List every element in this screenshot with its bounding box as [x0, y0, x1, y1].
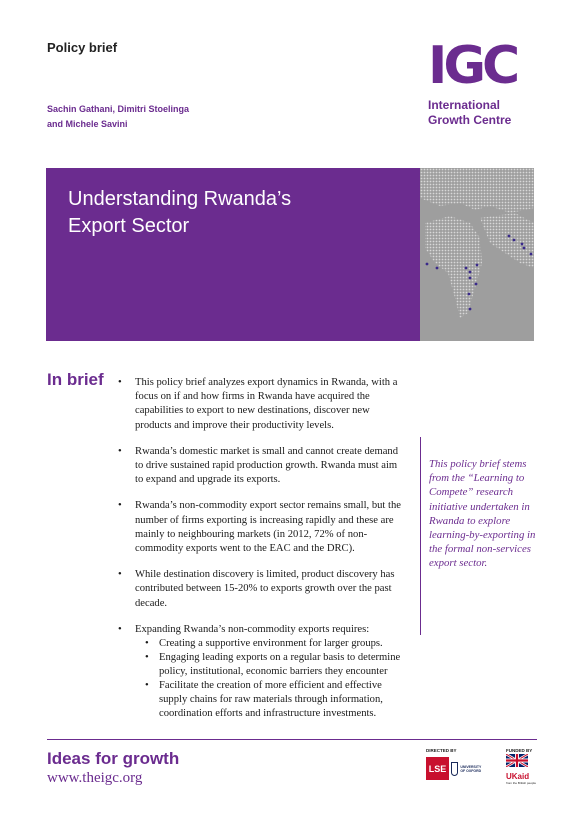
logo-name-line-1: International [428, 98, 501, 112]
document-title: Understanding Rwanda’s Export Sector [68, 188, 292, 237]
footer-divider [47, 739, 537, 740]
ukaid-logo [506, 754, 536, 785]
banner-title-block [46, 168, 420, 341]
sidebar-text: This policy brief stems from the “Learning to Compete” research initiative undertaken in Rwanda to explore learning-by-exporting in the formal non-services export sector. [429, 458, 536, 570]
footer-tagline: Ideas for growth [47, 749, 180, 768]
authors-line-1: Sachin Gathani, Dimitri Stoelinga [47, 104, 190, 114]
list-item: • While destination discovery is limited, product discovery has contributed between 15-20% to exports growth over the past decade. [118, 568, 408, 611]
funded-by-label: FUNDED BY [506, 748, 533, 753]
in-brief-list [118, 376, 408, 733]
list-item-with-subitems [118, 623, 408, 721]
oxford-logo-text: UNIVERSITY OF OXFORD [460, 764, 482, 773]
igc-logo-name [428, 98, 538, 128]
igc-logo [428, 36, 538, 128]
authors-line-2: and Michele Savini [47, 119, 128, 129]
list-item-text: Expanding Rwanda’s non-commodity exports requires: [135, 623, 370, 635]
union-flag-icon [506, 754, 528, 767]
footer-url[interactable]: www.theigc.org [47, 770, 143, 786]
world-map-icon [420, 168, 534, 341]
list-item: • Rwanda’s domestic market is small and cannot create demand to drive sustained rapid production growth. Rwanda must aim to expand and upgrade its exports. [118, 445, 408, 488]
sidebar-callout [420, 437, 536, 635]
list-item: • This policy brief analyzes export dynamics in Rwanda, with a focus on if and how firms in Rwanda have acquired the capabilities to export to new destinations, discover new products and improve their productivity levels. [118, 376, 408, 433]
lse-logo: LSE [426, 757, 449, 780]
oxford-logo [451, 757, 483, 780]
sub-list-item: • Engaging leading exports on a regular basis to determine policy, institutional, economic barriers they encounter [145, 651, 408, 679]
logo-name-line-2: Growth Centre [428, 113, 512, 127]
list-item: • Rwanda’s non-commodity export sector remains small, but the number of firms exporting is increasing rapidly and these are mainly to neighbouring markets (in 2012, 72% of non-commodity exports went to the EAC and the DRC). [118, 499, 408, 556]
sub-list-item: • Facilitate the creation of more efficient and effective supply chains for raw materials through information, coordination efforts and infrastructure investments. [145, 679, 408, 721]
ukaid-text: UKaid [506, 772, 530, 781]
oxford-crest-icon [451, 762, 458, 776]
sub-list [135, 637, 408, 721]
title-banner [46, 168, 534, 341]
in-brief-heading: In brief [47, 370, 104, 389]
sub-list-item: • Creating a supportive environment for larger groups. [145, 637, 408, 651]
ukaid-subtext: from the British people [506, 781, 537, 785]
directed-by-label: DIRECTED BY [426, 748, 457, 753]
world-map-graphic [420, 168, 534, 341]
authors [47, 102, 189, 132]
doc-type: Policy brief [47, 40, 118, 55]
igc-logo-mark: IGC [428, 36, 517, 96]
